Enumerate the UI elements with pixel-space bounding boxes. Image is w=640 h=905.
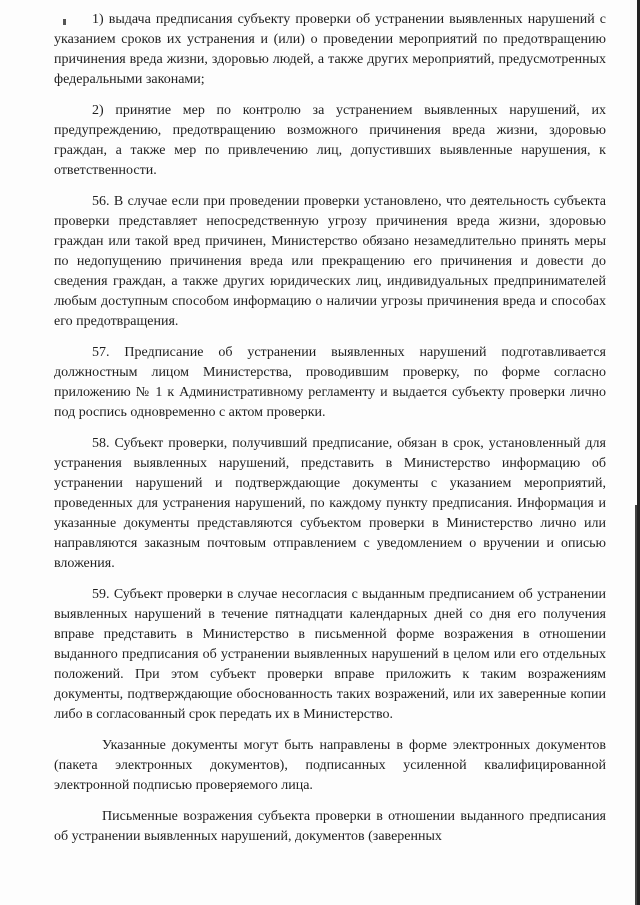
paragraph-58: 58. Субъект проверки, получивший предписание, обязан в срок, установленный для устранения выявленных нарушений, представить в Министерство информацию об устранении нарушений и подтверждающие документы с указанием мероприятий, проведенных для устранения нарушений, по каждому пункту предписания. Информация и указанные документы представляются субъектом проверки в Министерство лично или направляются заказным почтовым отправлением с уведомлением о вручении и описью вложения. — [54, 436, 606, 571]
paragraph-item-1: 1) выдача предписания субъекту проверки об устранении выявленных нарушений с указанием сроков их устранения и (или) о проведении мероприятий по предотвращению причинения вреда жизни, здоровью людей, а также других мероприятий, предусмотренных федеральными законами; — [54, 12, 606, 87]
paragraph-electronic-documents: Указанные документы могут быть направлены в форме электронных документов (пакета электронных документов), подписанных усиленной квалифицированной электронной подписью проверяемого лица. — [54, 738, 606, 793]
scan-edge-shadow-lower — [635, 505, 637, 905]
paragraph-57: 57. Предписание об устранении выявленных нарушений подготавливается должностным лицом Министерства, проводившим проверку, по форме согласно приложению № 1 к Административному регламенту и выдается субъекту проверки лично под роспись одновременно с актом проверки. — [54, 345, 606, 420]
paragraph-written-objections: Письменные возражения субъекта проверки в отношении выданного предписания об устранении выявленных нарушений, документов (заверенных — [54, 809, 606, 844]
paragraph-56: 56. В случае если при проведении проверки установлено, что деятельность субъекта проверки представляет непосредственную угрозу причинения вреда жизни, здоровью граждан или такой вред причинен, Министерство обязано незамедлительно принять меры по недопущению причинения вреда или прекращению его причинения и довести до сведения граждан, а также других юридических лиц, индивидуальных предпринимателей любым доступным способом информацию о наличии угрозы причинения вреда и способах его предотвращения. — [54, 194, 606, 329]
paragraph-item-2: 2) принятие мер по контролю за устранением выявленных нарушений, их предупреждению, предотвращению возможного причинения вреда жизни, здоровью граждан, а также мер по привлечению лиц, допустивших выявленные нарушения, к ответственности. — [54, 103, 606, 178]
document-body — [54, 10, 606, 858]
paragraph-59: 59. Субъект проверки в случае несогласия с выданным предписанием об устранении выявленных нарушений в течение пятнадцати календарных дней со дня его получения вправе представить в Министерство в письменной форме возражения в отношении выданного предписания об устранении выявленных нарушений в целом или его отдельных положений. При этом субъект проверки вправе приложить к таким возражениям документы, подтверждающие обоснованность таких возражений, или их заверенные копии либо в согласованный срок передать их в Министерство. — [54, 587, 606, 722]
